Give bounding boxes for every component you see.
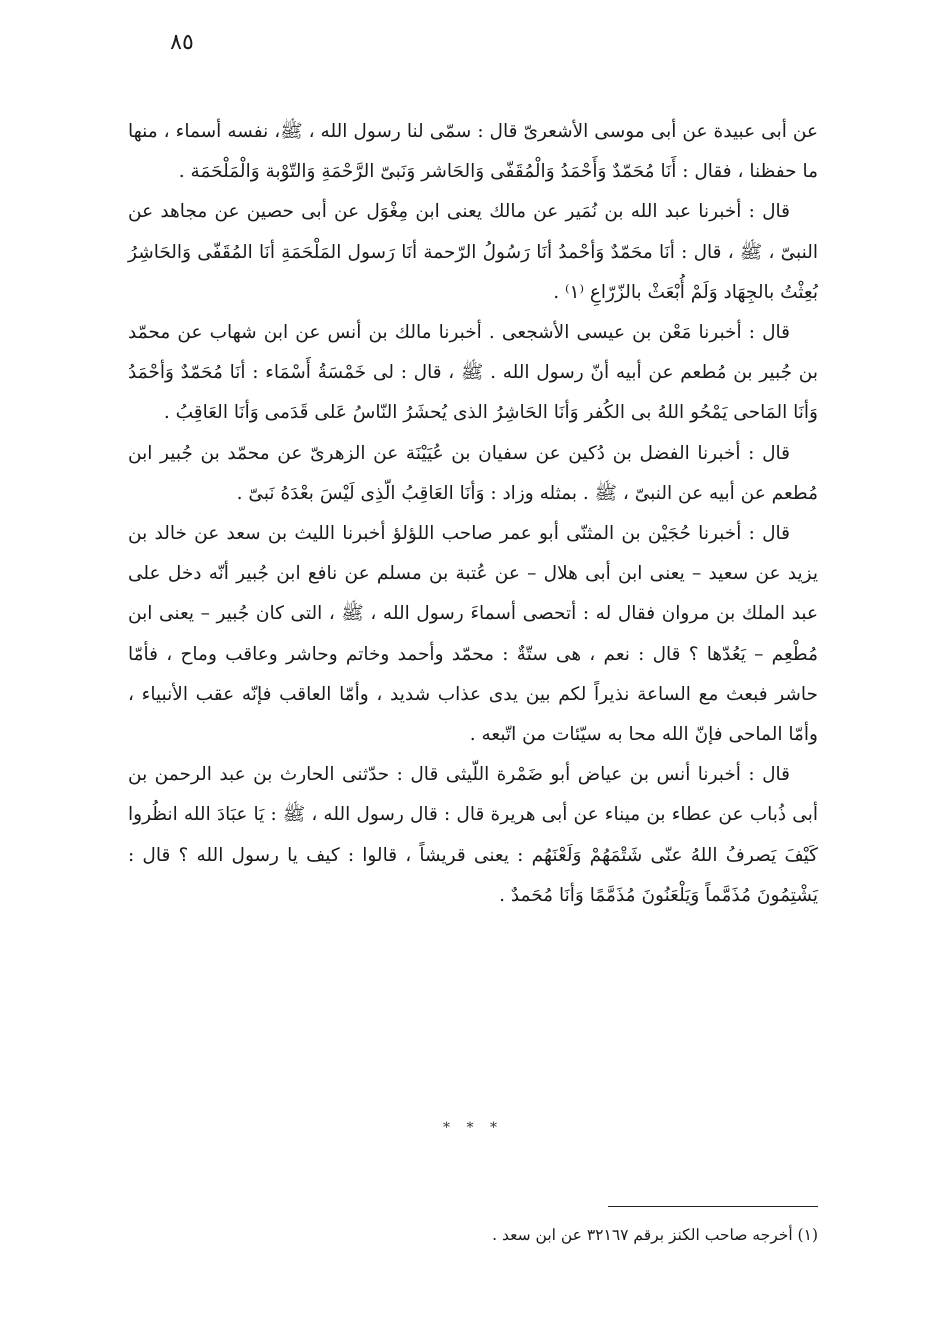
paragraph-2: قال : أخبرنا عبد الله بن نُمَير عن مالك يعنى ابن مِغْوَل عن أبى حصين عن مجاهد عن النبىّ ، ﷺ ، قال : أنَا محَمّدٌ وَأحْمدُ أنَا رَسُولُ الرّحمة أنَا رَسول المَلْحَمَةِ أنَا المُقَفّى وَالحَاشِرُ بُعِثْتُ بالجِهَاد وَلَمْ أُبْعَثْ بالزّرّاعِ ⁽١⁾ . bbox=[128, 201, 818, 303]
paragraph-5: قال : أخبرنا حُجَيْن بن المثنّى أبو عمر صاحب اللؤلؤ أخبرنا الليث بن سعد عن خالد بن يزيد عن سعيد – يعنى ابن أبى هلال – عن عُتبة بن مسلم عن نافع ابن جُبير أنّه دخل على عبد الملك بن مروان فقال له : أتحصى أسماءَ رسول الله ، ﷺ ، التى كان جُبير – يعنى ابن مُطْعِم – يَعُدّها ؟ قال : نعم ، هى ستّةٌ : محمّد وأحمد وخاتم وحاشر وعاقب وماح ، فأمّا حاشر فبعث مع الساعة نذيراً لكم بين يدى عذاب شديد ، وأمّا العاقب فإنّه عقب الأنبياء ، وأمّا الماحى فإنّ الله محا به سيّئات من اتّبعه . bbox=[128, 523, 818, 746]
paragraph-3: قال : أخبرنا مَعْن بن عيسى الأشجعى . أخبرنا مالك بن أنس عن ابن شهاب عن محمّد بن جُبير بن مُطعم عن أبيه أنّ رسول الله . ﷺ ، قال : لى خَمْسَةُ أَسْمَاء : أنَا مُحَمّدٌ وَأحْمَدُ وَأنَا المَاحى يَمْحُو اللهُ بى الكُفر وَأنَا الحَاشِرُ الذى يُحشَرُ النّاسُ عَلى قَدَمى وَأنَا العَاقِبُ . bbox=[128, 322, 818, 424]
section-separator: * * * bbox=[443, 1120, 503, 1136]
footnote-divider bbox=[608, 1206, 818, 1207]
main-text bbox=[128, 112, 818, 916]
paragraph-4: قال : أخبرنا الفضل بن دُكين عن سفيان بن عُيَيْنَة عن الزهرىّ عن محمّد بن جُبير ابن مُطعم عن أبيه عن النبىّ ، ﷺ . بمثله وزاد : وَأنَا العَاقِبُ الّذِى لَيْسَ بعْدَهُ نَبىّ . bbox=[128, 442, 818, 504]
page-number: ٨٥ bbox=[170, 30, 194, 55]
paragraph-6: قال : أخبرنا أنس بن عياض أبو ضَمْرة اللّيثى قال : حدّثنى الحارث بن عبد الرحمن بن أبى ذُباب عن عطاء بن ميناء عن أبى هريرة قال : قال رسول الله ، ﷺ : يَا عبَادَ الله انظُروا كَيْفَ يَصرفُ اللهُ عنّى شَتْمَهُمْ وَلَعْنَهُم : يعنى قريشاً ، قالوا : كيف يا رسول الله ؟ قال : يَشْتِمُونَ مُذَمَّماً وَيَلْعَنُونَ مُذَمَّمًا وَأنَا مُحَمدٌ . bbox=[128, 764, 818, 906]
footnote: (١) أخرجه صاحب الكنز برقم ٣٢١٦٧ عن ابن سعد . bbox=[492, 1226, 818, 1244]
paragraph-1: عن أبى عبيدة عن أبى موسى الأشعرىّ قال : سمّى لنا رسول الله ، ﷺ، نفسه أسماء ، منها ما حفظنا ، فقال : أَنَا مُحَمّدٌ وَأَحْمَدُ وَالْمُقَفّى وَالحَاشر وَنَبىّ الرَّحْمَةِ وَالتّوْبة وَالْمَلْحَمَة . bbox=[128, 121, 818, 183]
